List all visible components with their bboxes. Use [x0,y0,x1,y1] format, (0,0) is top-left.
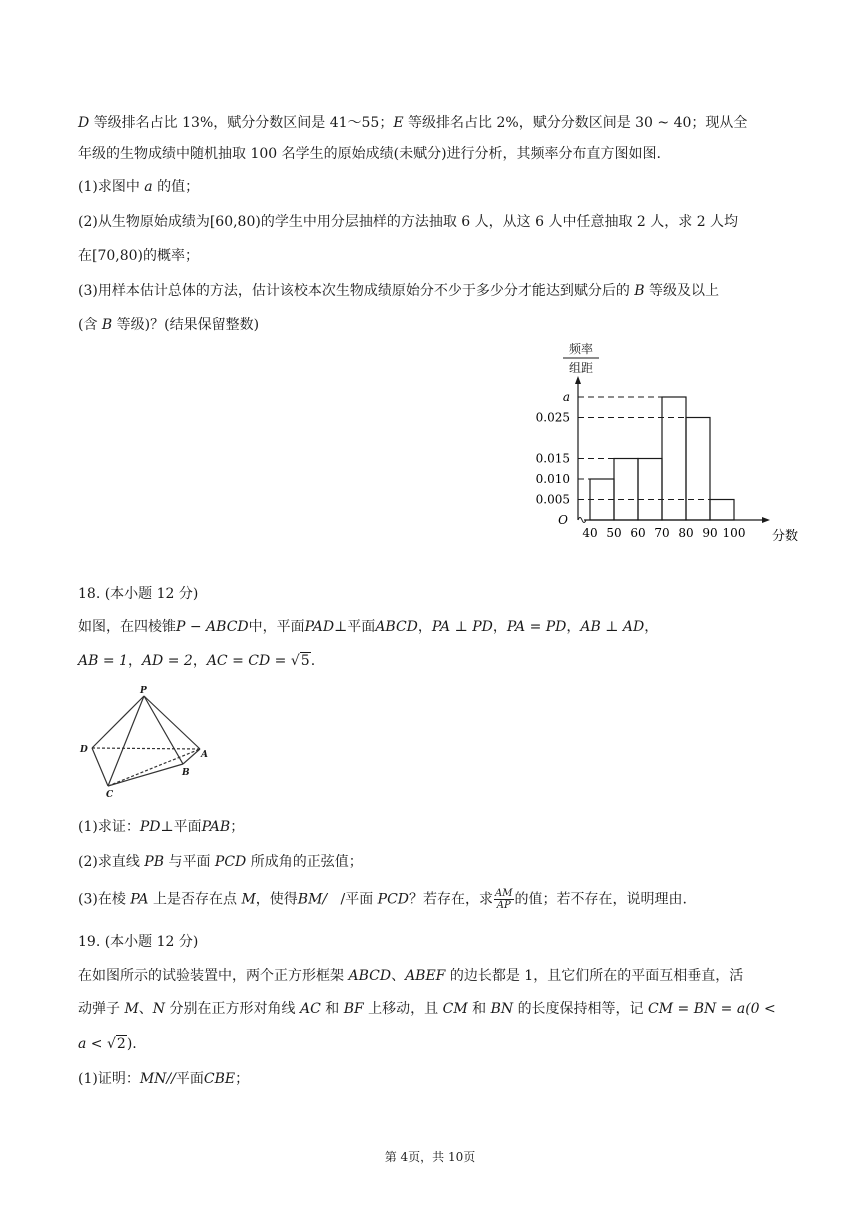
math-var: B [101,317,113,333]
math: PB [144,854,165,870]
math: BN [490,1001,514,1017]
text: 的边长都是 1，且它们所在的平面互相垂直，活 [449,968,744,984]
text: ⊥平面 [160,819,202,835]
text: 等级排名占比 2%，赋分分数区间是 30 ~ 40；现从全 [408,115,748,131]
pyramid-figure [78,684,218,800]
text: /平面 [340,891,374,908]
p19-line1 [78,966,743,986]
histogram-bar [686,418,710,521]
dashed-guides-group [578,397,710,500]
x-tick-label: 60 [630,526,646,540]
x-tick-label: 90 [702,526,718,540]
x-tick-label: 80 [678,526,694,540]
p18-given-line1 [78,617,658,637]
sqrt-radicand: 2 [116,1036,126,1052]
y-axis-label [563,341,599,375]
math-var: D [78,115,90,131]
math-var: B [634,283,645,299]
math: N [152,1001,166,1017]
edge-DA-hidden [92,748,200,749]
sqrt-radicand: 5 [300,653,310,669]
math: AD = 2 [141,653,193,669]
p17-q3-line2 [78,315,259,335]
histogram-bar [710,500,734,521]
text: 的值；若不存在，说明理由. [514,891,687,908]
text: ， [417,619,432,635]
p17-q2-line2: 在[70,80)的概率； [78,248,200,264]
p17-q2-line1: (2)从生物原始成绩为[60,80)的学生中用分层抽样的方法抽取 6 人，从这 6 人中任意抽取 2 人，求 2 人均 [78,214,739,230]
math: AC [299,1001,321,1017]
text: . [310,653,316,669]
text: ， [192,653,207,669]
math: M [124,1001,139,1017]
text: 动弹子 [78,1001,120,1017]
fraction-numerator: AM [495,888,513,899]
vertex-label-P: P [140,686,147,696]
p17-intro-line1 [78,113,747,133]
text: ， [492,619,507,635]
y-tick-label: 0.010 [535,472,570,486]
text: ， [644,619,659,635]
text: 平面 [175,1071,204,1087]
edge-DC [92,748,108,786]
math: CBE [203,1071,236,1087]
p17-intro-line2: 年级的生物成绩中随机抽取 100 名学生的原始成绩(未赋分)进行分析，其频率分布直方图如图. [78,146,661,162]
p19-line2 [78,999,776,1019]
text: 、 [391,968,406,984]
text: 在如图所示的试验装置中，两个正方形框架 [78,968,344,984]
p17-q1 [78,177,199,197]
math: PAB [201,819,231,835]
text: 分别在正方形对角线 [169,1001,296,1017]
edge-PA [144,696,200,749]
text: 上移动，且 [368,1001,439,1017]
text: ⊥平面 [334,619,376,635]
text: 的值； [157,179,200,195]
math: CM [442,1001,468,1017]
text: 等级)？(结果保留整数) [116,317,260,333]
y-tick-label: 0.015 [535,451,570,466]
frequency-histogram [518,336,798,552]
origin-label: O [558,513,568,527]
p19-line3 [78,1034,137,1054]
y-tick-labels-group [536,390,570,507]
math: BM/ [297,891,328,908]
math: ABCD [348,968,392,984]
sqrt-symbol: √ [290,653,300,669]
x-axis-arrow [762,517,770,523]
y-tick-label: 0.025 [535,410,570,425]
edge-PB [144,696,183,764]
text: 等级及以上 [649,283,720,299]
text: 中，平面 [248,619,305,635]
math: AB ⊥ AD [580,619,645,635]
histogram-bar [662,397,686,520]
math: BF [343,1001,364,1017]
math: PA = PD [506,619,567,635]
fraction-AM-AP [494,888,513,911]
x-tick-label: 40 [582,526,598,540]
p18-given-line2 [78,651,315,671]
x-tick-label: 50 [606,526,622,540]
text: ，使得 [255,891,298,908]
p19-q1 [78,1069,249,1089]
x-axis-label: 分数 [772,529,798,544]
text: (1)求证： [78,819,140,835]
math: ABEF [405,968,446,984]
math: M [241,891,256,908]
text: 与平面 [168,854,211,870]
math: PCD [377,891,410,908]
edge-BA [183,749,200,764]
math: CM = BN = a(0 < [648,1001,776,1017]
math: PAD [304,619,335,635]
p17-q3-line1 [78,281,719,301]
math-var: a [144,179,153,195]
p18-q3 [78,888,687,911]
x-tick-labels-group [582,526,745,540]
edge-PC [108,696,144,786]
math: PA [130,891,149,908]
math: AC = CD = [206,653,291,669]
page-footer: 第 4页，共 10页 [384,1150,476,1164]
text: (1)求图中 [78,179,140,195]
text: 所成角的正弦值； [250,854,363,870]
p18-q1 [78,817,244,837]
text: 、 [138,1001,153,1017]
math: MN// [139,1071,176,1087]
text: ). [126,1036,137,1052]
vertex-label-B: B [182,768,190,778]
math: a < [78,1036,107,1052]
math-var: E [393,115,404,131]
text: (含 [78,317,98,333]
ylabel-numerator: 频率 [568,342,594,356]
fraction-denominator: AP [496,900,511,911]
histogram-bar [614,459,638,521]
text: 和 [472,1001,487,1017]
x-tick-label: 70 [654,526,670,540]
vertex-label-D: D [80,745,88,755]
text: 如图，在四棱锥 [78,619,176,635]
histogram-bar [638,459,662,521]
vertex-label-A: A [201,750,208,760]
math: ABCD [375,619,418,635]
y-tick-label: a [562,390,570,404]
p19-header: 19. (本小题 12 分) [78,934,199,950]
math: P − ABCD [176,619,249,635]
math: PCD [214,854,247,870]
math: PD [139,819,161,835]
x-tick-label: 100 [722,526,746,540]
math: AB = 1 [78,653,128,669]
sqrt-symbol: √ [106,1036,116,1052]
vertex-label-C: C [106,790,114,800]
text: ； [235,1071,250,1087]
y-axis-arrow [575,376,581,384]
edge-PD [92,696,144,748]
text: ， [127,653,142,669]
text: (2)求直线 [78,854,140,870]
text: ， [566,619,581,635]
text: 的长度保持相等，记 [517,1001,644,1017]
text: 和 [325,1001,340,1017]
text: (3)用样本估计总体的方法，估计该校本次生物成绩原始分不少于多少分才能达到赋分后的 [78,283,630,299]
edge-CB [108,764,183,786]
text: ； [230,819,245,835]
text: (3)在棱 [78,891,126,908]
text: ？若存在，求 [409,891,494,908]
text: 上是否存在点 [153,891,237,908]
text: (1)证明： [78,1071,140,1087]
p18-q2 [78,852,363,872]
p18-header: 18. (本小题 12 分) [78,586,199,602]
text: 等级排名占比 13%，赋分分数区间是 41～55； [93,115,394,131]
math: PA ⊥ PD [431,619,493,635]
y-tick-label: 0.005 [535,492,570,507]
ylabel-denominator: 组距 [568,361,594,375]
